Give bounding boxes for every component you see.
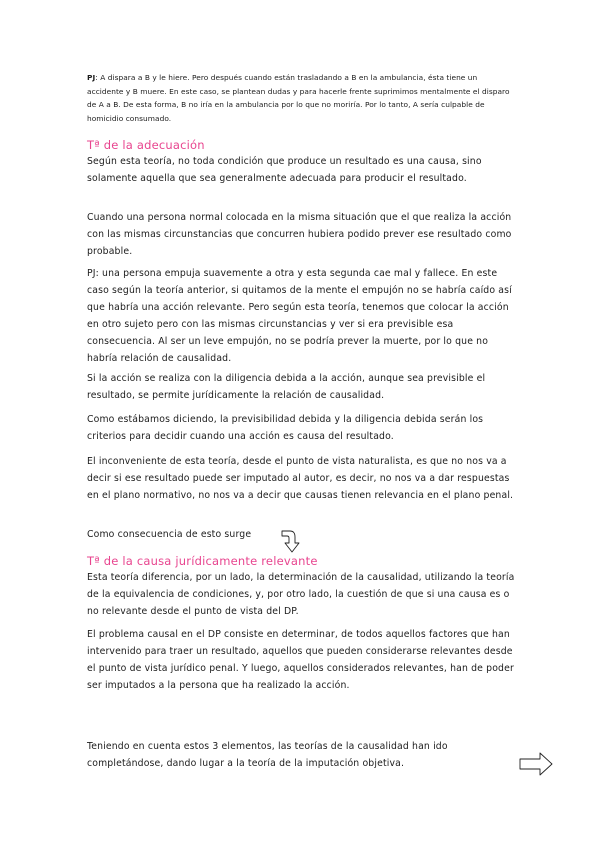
example-prefix: PJ	[87, 73, 96, 82]
paragraph: El problema causal en el DP consiste en determinar, de todos aquellos factores que han intervenido para traer un resultado, aquellos que pueden considerarse relevantes desde el punto de vista jurídico penal. Y luego, aquellos considerados relevantes, han de poder ser imputados a la persona que ha realizado la acción.	[87, 629, 514, 691]
transition-text: Como consecuencia de esto surge	[87, 529, 252, 540]
paragraph: Esta teoría diferencia, por un lado, la determinación de la causalidad, utilizando la teoría de la equivalencia de condiciones, y, por otro lado, la cuestión de que si una causa es o no relevante desde el punto de vista del DP.	[87, 572, 515, 617]
paragraph: Según esta teoría, no toda condición que produce un resultado es una causa, sino solamente aquella que sea generalmente adecuada para producir el resultado.	[87, 156, 482, 184]
paragraph: El inconveniente de esta teoría, desde el punto de vista naturalista, es que no nos va a decir si ese resultado puede ser imputado al autor, es decir, no nos va a dar respuestas en el plano normativo, no nos va a decir que causas tienen relevancia en el plano penal.	[87, 456, 514, 501]
paragraph: Como estábamos diciendo, la previsibilidad debida y la diligencia debida serán los criterios para decidir cuando una acción es causa del resultado.	[87, 414, 484, 442]
example-text: : A dispara a B y le hiere. Pero después cuando están trasladando a B en la ambulancia, ésta tiene un accidente y B muere. En este caso, se plantean dudas y para hacerle frente suprimimos mentalmente el disparo de A a B. De esta forma, B no iría en la ambulancia por lo que no moriría. Por lo tanto, A sería culpable de homicidio consumado.	[87, 73, 510, 123]
section-heading-causa-juridica: Tª de la causa jurídicamente relevante	[87, 554, 318, 568]
section-heading-adecuacion: Tª de la adecuación	[87, 138, 205, 152]
paragraph: Si la acción se realiza con la diligencia debida a la acción, aunque sea previsible el resultado, se permite jurídicamente la relación de causalidad.	[87, 373, 486, 401]
closing-paragraph: Teniendo en cuenta estos 3 elementos, las teorías de la causalidad han ido completándose, dando lugar a la teoría de la imputación objetiva.	[87, 741, 448, 769]
right-arrow-icon	[518, 751, 554, 777]
example-intro	[87, 71, 515, 125]
curved-down-arrow-icon	[280, 527, 304, 555]
paragraph: Cuando una persona normal colocada en la misma situación que el que realiza la acción con las mismas circunstancias que concurren hubiera podido prever ese resultado como probable.	[87, 212, 512, 257]
paragraph: PJ: una persona empuja suavemente a otra y esta segunda cae mal y fallece. En este caso según la teoría anterior, si quitamos de la mente el empujón no se habría caído así que habría una acción relevante. Pero según esta teoría, tenemos que colocar la acción en otro sujeto pero con las mismas circunstancias y ver si era previsible esa consecuencia. Al ser un leve empujón, no se podría prever la muerte, por lo que no habría relación de causalidad.	[87, 268, 512, 364]
